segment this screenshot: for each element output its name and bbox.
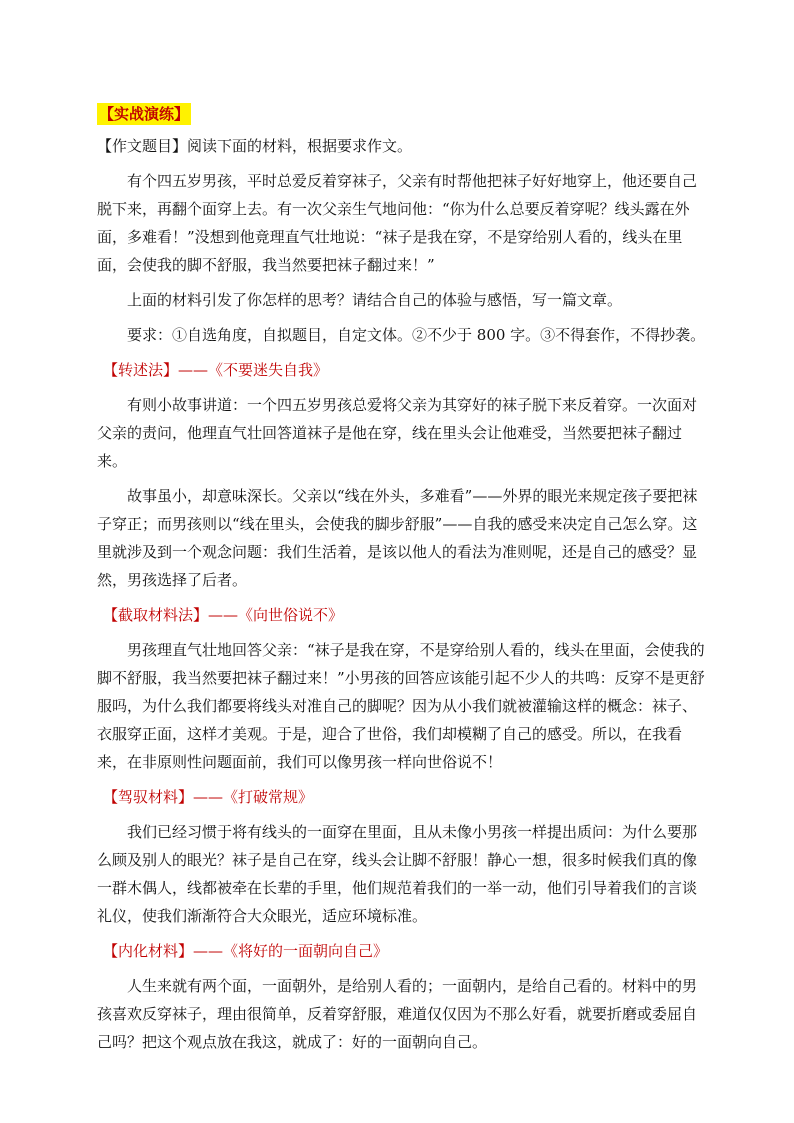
section-label: 【内化材料】 [103,942,194,960]
essay-topic [97,132,709,160]
section-paragraph: 故事虽小，却意味深长。父亲以“线在外头，多难看”——外界的眼光来规定孩子要把袜子穿正；而男孩则以“线在里头，会使我的脚步舒服”——自我的感受来决定自己怎么穿。这里就涉及到一个观念问题：我们生活着，是该以他人的看法为准则呢，还是自己的感受？显然，男孩选择了后者。 [97,487,698,589]
section-master [97,783,709,930]
section-label: 【驾驭材料】 [103,788,194,806]
section-title: ——《打破常规》 [193,788,314,806]
essay-topic-text: 阅读下面的材料，根据要求作文。 [187,137,413,155]
section-excerpt [97,601,709,776]
prompt-question: 上面的材料引发了你怎样的思考？请结合自己的体验与感悟，写一篇文章。 [127,291,623,309]
section-paragraph: 人生来就有两个面，一面朝外，是给别人看的；一面朝内，是给自己看的。材料中的男孩喜欢反穿袜子，理由很简单，反着穿舒服，难道仅仅因为不那么好看，就要折磨或委屈自己吗？把这个观点放在我这，就成了：好的一面朝向自己。 [97,977,698,1051]
section-label: 【截取材料法】 [103,606,209,624]
document-content [97,100,709,1063]
material-paragraph: 有个四五岁男孩，平时总爱反着穿袜子，父亲有时帮他把袜子好好地穿上，他还要自己脱下来，再翻个面穿上去。有一次父亲生气地问他：“你为什么总要反着穿呢？线头露在外面，多难看！”没想到他竟理直气壮地说：“袜子是我在穿，不是穿给别人看的，线头在里面，会使我的脚不舒服，我当然要把袜子翻过来！” [97,172,698,274]
section-label: 【转述法】 [103,361,179,379]
section-heading [97,783,709,811]
section-heading [97,937,709,965]
section-internalize [97,937,709,1056]
section-heading [97,601,709,629]
section-paragraph: 有则小故事讲道：一个四五岁男孩总爱将父亲为其穿好的袜子脱下来反着穿。一次面对父亲的责问，他理直气壮回答道袜子是他在穿，线在里头会让他难受，当然要把袜子翻过来。 [97,396,698,470]
section-tag: 【实战演练】 [99,105,190,123]
section-transfer [97,356,709,594]
section-tag-row [97,100,709,128]
section-title: ——《向世俗说不》 [208,606,344,624]
section-title: ——《将好的一面朝向自己》 [193,942,389,960]
section-title: ——《不要迷失自我》 [178,361,329,379]
essay-topic-label: 【作文题目】 [97,137,188,155]
section-paragraph: 我们已经习惯于将有线头的一面穿在里面，且从未像小男孩一样提出质问：为什么要那么顾及别人的眼光？袜子是自己在穿，线头会让脚不舒服！静心一想，很多时候我们真的像一群木偶人，线都被牵在长辈的手里，他们规范着我们的一举一动，他们引导着我们的言谈礼仪，使我们渐渐符合大众眼光，适应环境标准。 [97,823,698,925]
section-heading [97,356,709,384]
section-paragraph: 男孩理直气壮地回答父亲：“袜子是我在穿，不是穿给别人看的，线头在里面，会使我的脚不舒服，我当然要把袜子翻过来！”小男孩的回答应该能引起不少人的共鸣：反穿不是更舒服吗，为什么我们都要将线头对准自己的脚呢？因为从小我们就被灌输这样的概念：袜子、衣服穿正面，这样才美观。于是，迎合了世俗，我们却模糊了自己的感受。所以，在我看来，在非原则性问题面前，我们可以像男孩一样向世俗说不！ [97,641,705,771]
prompt-requirements: 要求：①自选角度，自拟题目，自定文体。②不少于 800 字。③不得套作，不得抄袭。 [127,326,706,344]
